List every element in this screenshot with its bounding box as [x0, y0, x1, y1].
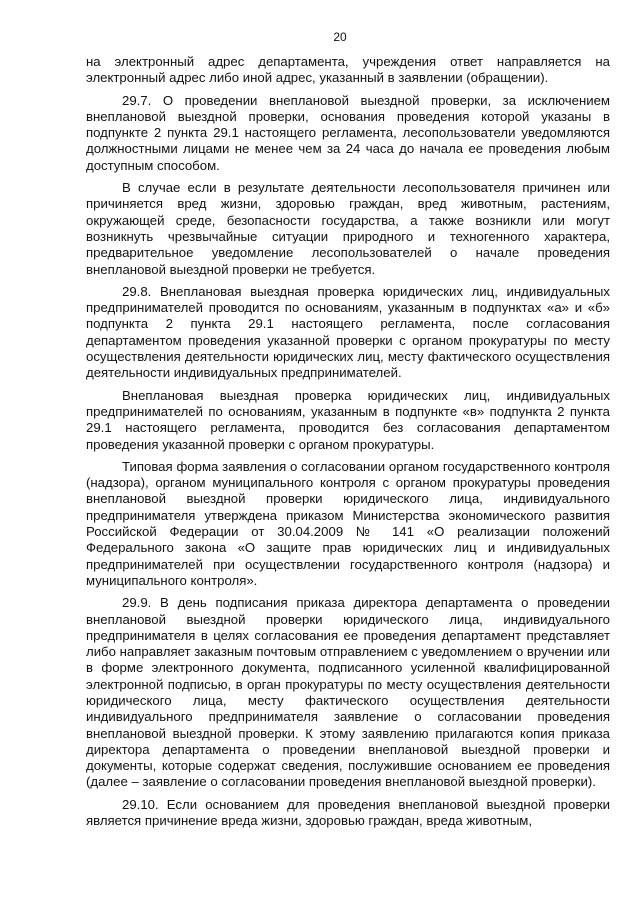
paragraph-29-10: 29.10. Если основанием для проведения внеплановой выездной проверки является причинение вреда жизни, здоровью граждан, вреда животным,: [86, 796, 610, 829]
paragraph-29-8: 29.8. Внеплановая выездная проверка юридических лиц, индивидуальных предпринимателей проводится по основаниям, указанным в подпунктах «а» и «б» подпункта 2 пункта 29.1 настоящего регламента, после согласования департаментом проведения указанной проверки с органом прокуратуры по месту осуществления деятельности юридических лиц, месту фактического осуществления деятельности индивидуальных предпринимателей.: [86, 283, 610, 381]
page-number: 20: [333, 30, 347, 44]
paragraph-29-7: 29.7. О проведении внеплановой выездной проверки, за исключением внеплановой выездной проверки, основания проведения которой указаны в подпункте 2 пункта 29.1 настоящего регламента, лесопользователи уведомляются должностными лицами не менее чем за 24 часа до начала ее проведения любым доступным способом.: [86, 92, 610, 173]
paragraph-29-9: 29.9. В день подписания приказа директора департамента о проведении внеплановой выездной проверки юридического лица, индивидуального предпринимателя в целях согласования ее проведения департамент представляет либо направляет заказным почтовым отправлением с уведомлением о вручении или в форме электронного документа, подписанного усиленной квалифицированной электронной подписью, в орган прокуратуры по месту осуществления деятельности юридического лица, месту фактического осуществления деятельности индивидуального предпринимателя заявление о согласовании проведения внеплановой выездной проверки. К этому заявлению прилагаются копия приказа директора департамента о проведении внеплановой выездной проверки и документы, которые содержат сведения, послужившие основанием ее проведения (далее – заявление о согласовании проведения внеплановой выездной проверки).: [86, 595, 610, 790]
paragraph-standard-form: Типовая форма заявления о согласовании органом государственного контроля (надзора), органом муниципального контроля с органом прокуратуры проведения внеплановой выездной проверки юридического лица, индивидуального предпринимателя утверждена приказом Министерства экономического развития Российской Федерации от 30.04.2009 № 141 «О реализации положений Федерального закона «О защите прав юридических лиц и индивидуальных предпринимателей при осуществлении государственного контроля (надзора) и муниципального контроля».: [86, 458, 610, 588]
paragraph-unplanned-without-approval: Внеплановая выездная проверка юридических лиц, индивидуальных предпринимателей по основаниям, указанным в подпункте «в» подпункта 2 пункта 29.1 настоящего регламента, проводится без согласования департаментом проведения указанной проверки с органом прокуратуры.: [86, 387, 610, 452]
paragraph-continuation: на электронный адрес департамента, учреждения ответ направляется на электронный адрес либо иной адрес, указанный в заявлении (обращении).: [86, 54, 610, 86]
paragraph-harm-exception: В случае если в результате деятельности лесопользователя причинен или причиняется вред жизни, здоровью граждан, вред животным, растениям, окружающей среде, безопасности государства, а также возникли или могут возникнуть чрезвычайные ситуации природного и техногенного характера, предварительное уведомление лесопользователей о начале проведения внеплановой выездной проверки не требуется.: [86, 180, 610, 277]
